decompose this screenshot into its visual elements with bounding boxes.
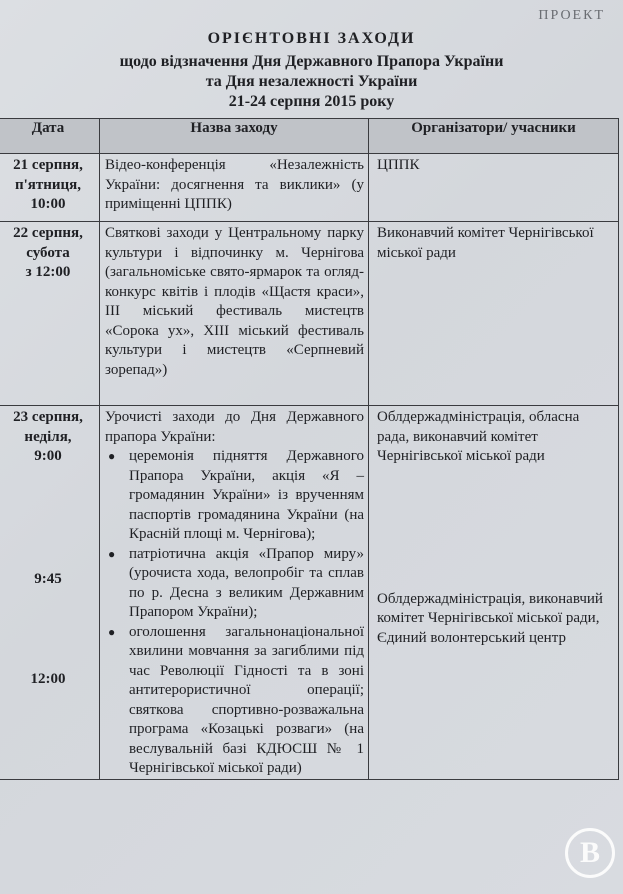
organizer-cell: ЦППК (369, 154, 619, 222)
list-item: ● оголошення загальнонаціональної хвилини мовчання за загиблими під час Революції Гідності та в зоні антитерористичної операції; святкова спортивно-розважальна програма «Козацькі розваги» (на веслувальній базі КДЮСШ № 1 Чернігівської міської ради) (108, 623, 364, 776)
event-bullet-list (105, 447, 364, 779)
draft-stamp: ПРОЕКТ (538, 8, 605, 23)
header-date: Дата (0, 119, 100, 154)
document-title: ОРІЄНТОВНІ ЗАХОДИ (207, 30, 416, 47)
bullet-icon: ● (108, 546, 116, 561)
document-subtitle-2: та Дня незалежності України (205, 73, 418, 90)
document-date-range: 21-24 серпня 2015 року (228, 93, 395, 110)
table-header-row (0, 119, 619, 154)
organizer-cell (369, 406, 619, 780)
time-label: 12:00 (30, 671, 66, 687)
date-cell: 21 серпня, п'ятниця, 10:00 (0, 154, 100, 222)
bullet-icon: ● (108, 624, 116, 639)
list-item: ● церемонія підняття Державного Прапора України, акція «Я – громадянин України» із врученням паспортів громадянина України (на Красній площі м. Чернігова); (108, 448, 364, 542)
time-label: 9:45 (34, 570, 62, 587)
table-row (0, 222, 619, 406)
organizer-cell: Виконавчий комітет Чернігівської міської ради (369, 222, 619, 406)
date-cell: 23 серпня, неділя, 9:00 9:45 12:00 (0, 406, 100, 780)
document-subtitle-1: щодо відзначення Дня Державного Прапора України (119, 53, 504, 70)
event-name-cell: Відео-конференція «Незалежність України: досягнення та виклики» (у приміщенні ЦППК) (100, 154, 369, 222)
bullet-icon: ● (108, 449, 116, 463)
event-intro: Урочисті заходи до Дня Державного прапора України: (105, 409, 364, 445)
header-organizers: Організатори/ учасники (369, 119, 619, 154)
watermark-logo-icon: В (565, 828, 615, 878)
date-cell: 22 серпня, субота з 12:00 (0, 222, 100, 406)
event-name-cell (100, 406, 369, 780)
header-event-name: Назва заходу (100, 119, 369, 154)
table-row (0, 406, 619, 780)
event-name-cell: Святкові заходи у Центральному парку культури і відпочинку м. Чернігова (загальноміське свято-ярмарок та огляд-конкурс квітів і плодів «Щастя краси», ІІІ міський фестиваль мистецтв «Сорока ух», ХІІІ міський фестиваль культури і мистецтв «Серпневий зорепад») (100, 222, 369, 406)
organizer-text: Облдержадміністрація, обласна рада, виконавчий комітет Чернігівської міської ради (377, 409, 580, 464)
table-row (0, 154, 619, 222)
list-item: ● патріотична акція «Прапор миру» (урочиста хода, велопробіг та сплав по р. Десна з великим Державним Прапором України); (108, 545, 364, 620)
organizer-text: Облдержадміністрація, виконавчий комітет Чернігівської міської ради, Єдиний волонтерський центр (377, 590, 603, 646)
events-table (0, 118, 619, 780)
